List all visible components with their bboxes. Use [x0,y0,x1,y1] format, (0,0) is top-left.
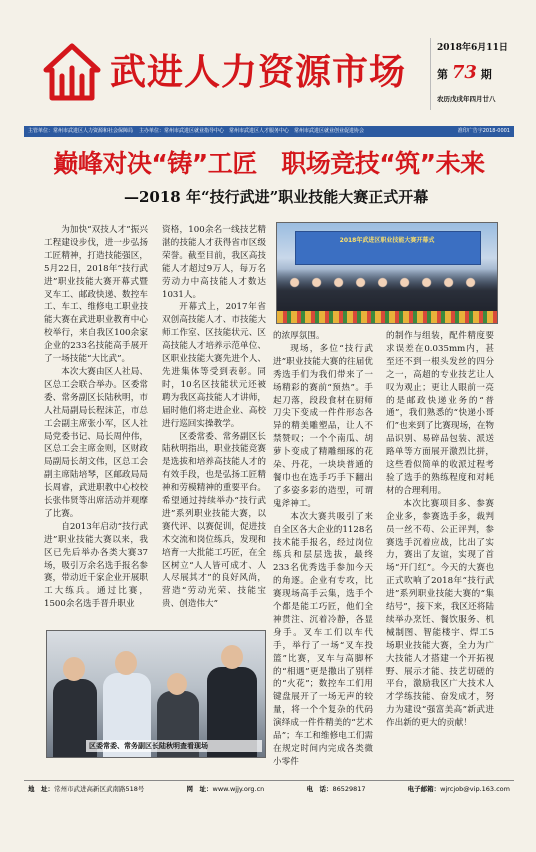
masthead-title: 武进人力资源市场 [110,51,407,93]
license-text: 准印广告字2018-0001 [457,128,510,134]
footer-phone-label: 电 话： [306,785,333,793]
footer-address [28,781,144,796]
photo-person-head [115,651,137,675]
organizer-text: 主办单位：常州市武进区就业指导中心 常州市武进区人才服务中心 常州市武进区就业创业促进协会 [139,128,365,134]
info-bar [24,126,514,137]
paragraph: 本次比赛项目多、参赛企业多，参赛选手多，裁判员一丝不苟、公正评判，参赛选手沉着应战，比出了实力，赛出了友谊，实现了首场“开门红”。今天的大赛也正式吹响了2018年“技行武进”系列职业技能大赛的“集结号”，接下来，我区还将陆续举办烹饪、餐饮服务、机械制图、智能楼宇、焊工5场职业技能大赛，全力为广大技能人才搭建一个开拓视野、展示才能、技艺切磋的平台，激励我区广大技术人才学练技能、奋发成才，努力为建设“强富美高”新武进作出新的更大的贡献！ [386,498,494,729]
article-column-3 [273,330,373,852]
issue-info [430,38,515,110]
paragraph: 区委常委、常务副区长陆秋明指出，职业技能竞赛是选拔和培养高技能人才的有效手段，也是弘扬工匠精神和劳模精神的重要平台。希望通过持续举办“技行武进”系列职业技能大赛，以赛代评、以赛促训，促进技术交流和岗位练兵，发现和培育一大批能工巧匠，在全区树立“人人皆可成才、人人尽展其才”的良好风尚，营造“劳动光荣、技能宝贵、创造伟大” [162,431,266,610]
paragraph: 现场，多位“技行武进”职业技能大赛的往届优秀选手们为我们带来了一场精彩的赛前“预热”。手起刀落，段段食材在厨师刀尖下变成一件件形态各异的精美雕塑品，让人不禁赞叹；一个个南瓜、胡萝卜变成了精雕细琢的花朵、丹花，一块块普通的餐巾也在选手巧手下翻出了多姿多彩的造型，可谓鬼斧神工。 [273,343,373,509]
footer-website-value[interactable]: www.wjjy.org.cn [212,785,265,793]
photo-caption: 区委常委、常务副区长陆秋明查看现场 [86,740,262,752]
paragraph: 本次大赛共吸引了来自全区各大企业的1128名技术能手报名，经过岗位练兵和层层选拔，最终233名优秀选手参加今天的角逐。企业有专攻，比赛现场高手云集，选手个个都是能工巧匠，他们全神贯注、沉着冷静，各显身手。叉车工们以车代手，举行了一场“叉车投篮”比赛，叉车与高脚杯的“相遇”更是撒出了别样的“火花”；数控车工们用键盘展开了一场无声的较量，将一个个复杂的代码演绎成一件件精美的“艺术品”；车工和维修电工们需在规定时间内完成各类微小零件 [273,511,373,767]
paragraph: 开幕式上，2017年省双创高技能人才、市技能大师工作室、区技能状元、区高技能人才培养示范单位、区职业技能大赛先进个人、先进集体等受到表彰。同时，10名区技能状元还被聘为我区高技能人才讲师，届时他们将走进企业、高校进行巡回实操教学。 [162,302,266,429]
paragraph: 资格，100余名一线技艺精湛的技能人才获得省市区级荣誉。截至目前，我区高技能人才超过9万人，每万名劳动力中高技能人才数达1031人。 [162,225,266,300]
paragraph: 本次大赛由区人社局、区总工会联合举办。区委常委、常务副区长陆秋明，市人社局副局长程沫芷，市总工会副主席张小军，区人社局党委书记、局长周仲伟，区总工会主席金则，区财政局副局长胡文伟，区总工会副主席陆培琴，区邮政局局长周睿，武进职教中心校校长张伟贤等出席活动并观摩了比赛。 [44,366,148,519]
footer-phone-value: 86529817 [332,785,366,793]
article-column-1 [44,224,148,610]
issue-number: 73 [451,62,477,83]
photo-person-head [221,645,243,669]
footer-email [408,781,510,796]
headline: 巅峰对决“铸”工匠 职场竞技“筑”未来 [53,149,485,178]
masthead [24,34,514,118]
footer-email-label: 电子邮箱： [407,785,441,793]
paragraph: 为加快“双技人才”振兴工程建设步伐，进一步弘扬工匠精神，打造技能强区，5月22日，2018年“技行武进”职业技能大赛开幕式暨叉车工、邮政快递、数控车工、车工、维修电工职业技能大赛在武进职业教育中心校举行，来自我区100余家企业的233名技能高手展开了一场技能“大比武”。 [44,225,148,365]
issue-date: 2018年6月11日 [437,43,508,53]
inspection-photo [46,630,266,758]
footer-email-value[interactable]: wjrcjob@vip.163.com [440,785,510,793]
photo-person-head [63,657,85,681]
paragraph: 的浓厚氛围。 [273,331,325,341]
photo-banner-text: 2018年武进区职业技能大赛开幕式 [339,237,435,244]
lunar-date: 农历戊戌年四月廿八 [437,95,496,103]
footer [24,780,514,796]
footer-website [187,781,265,796]
issue-prefix: 第 [437,68,448,81]
footer-address-label: 地 址： [28,785,54,793]
footer-website-label: 网 址： [186,785,213,793]
photo-person-head [167,673,187,695]
issue-number-line [437,62,492,83]
paragraph: 的制作与组装，配件精度要求误差在0.035mm内，甚至还不到一根头发丝的四分之一，高超的专业技艺让人叹为观止；更让人眼前一亮的是邮政快递业务的“普通”，我们熟悉的“快递小哥们”也来到了比赛现场，在物品识别、易碎品包装、派送路单等方面展开激烈比拼，这些看似简单的收派过程考验了选手的熟练程度和对耗材的合理利用。 [386,331,494,496]
opening-ceremony-photo [276,222,498,324]
sponsor-text: 主管单位：常州市武进区人力资源和社会保障局 [28,128,134,134]
footer-phone [306,781,365,796]
paragraph: 自2013年启动“技行武进”职业技能大赛以来，我区已先后举办各类大赛37场，吸引万余名选手报名参赛，带动近千家企业开展职工大练兵。通过比赛，1500余名选手晋升职业 [44,521,148,610]
subheadline: —2018 年“技行武进”职业技能大赛正式开幕 [124,188,429,206]
issue-suffix: 期 [480,68,492,81]
photo-flowers [277,311,497,323]
article-column-4 [386,330,494,852]
article-column-2 [162,224,266,617]
footer-address-value: 常州市武进高新区武南路518号 [54,785,145,793]
masthead-logo-icon [42,42,102,102]
